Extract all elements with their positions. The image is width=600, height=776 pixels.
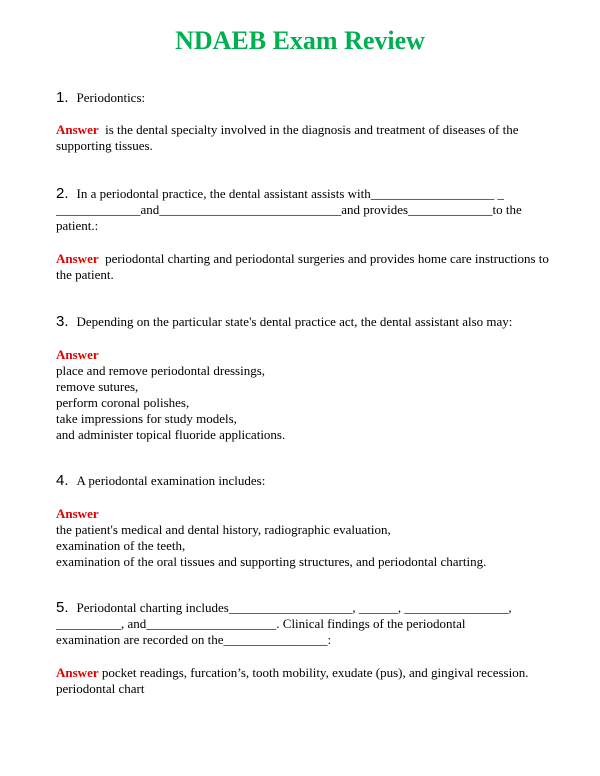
question-4 [56,473,556,489]
answer-2 [56,251,556,283]
answer-line: examination of the oral tissues and supporting structures, and periodontal charting. [56,554,487,569]
answer-line: take impressions for study models, [56,411,237,426]
question-text-line: _____________and____________________________and provides_____________to the [56,202,522,217]
question-number: 2. [56,185,69,202]
answer-text: periodontal charting and periodontal surgeries and provides home care instructions to the patient. [56,251,549,282]
question-2 [56,186,556,234]
answer-label: Answer [56,506,99,521]
question-number: 5. [56,599,69,616]
answer-1 [56,122,556,154]
question-text: Depending on the particular state's dental practice act, the dental assistant also may: [76,314,513,329]
answer-label: Answer [56,251,99,266]
question-text: A periodontal examination includes: [76,473,266,488]
answer-text: is the dental specialty involved in the diagnosis and treatment of diseases of the supporting tissues. [56,122,519,153]
question-number: 4. [56,472,69,489]
answer-line: pocket readings, furcation’s, tooth mobility, exudate (pus), and gingival recession. [101,665,529,680]
question-text-line: In a periodontal practice, the dental assistant assists with___________________ _ [76,186,504,201]
answer-5 [56,665,556,697]
question-number: 3. [56,313,69,330]
answer-label: Answer [56,347,99,362]
question-1 [56,90,556,106]
answer-3 [56,347,556,443]
answer-label: Answer [56,122,99,137]
answer-line: remove sutures, [56,379,139,394]
question-text-line: __________, and____________________. Clinical findings of the periodontal [56,616,466,631]
answer-4 [56,506,556,570]
answer-line: perform coronal polishes, [56,395,190,410]
answer-line: the patient's medical and dental history, radiographic evaluation, [56,522,391,537]
question-number: 1. [56,89,69,106]
question-text-line: examination are recorded on the________________: [56,632,332,647]
question-text-line: patient.: [56,218,99,233]
question-5 [56,600,556,648]
question-3 [56,314,556,330]
question-text-line: Periodontal charting includes___________________, ______, ________________, [76,600,512,615]
answer-line: examination of the teeth, [56,538,186,553]
answer-line: place and remove periodontal dressings, [56,363,266,378]
question-text: Periodontics: [76,90,146,105]
answer-label: Answer [56,665,99,680]
answer-line: periodontal chart [56,681,145,696]
answer-line: and administer topical fluoride applications. [56,427,286,442]
page-title: NDAEB Exam Review [175,26,425,55]
